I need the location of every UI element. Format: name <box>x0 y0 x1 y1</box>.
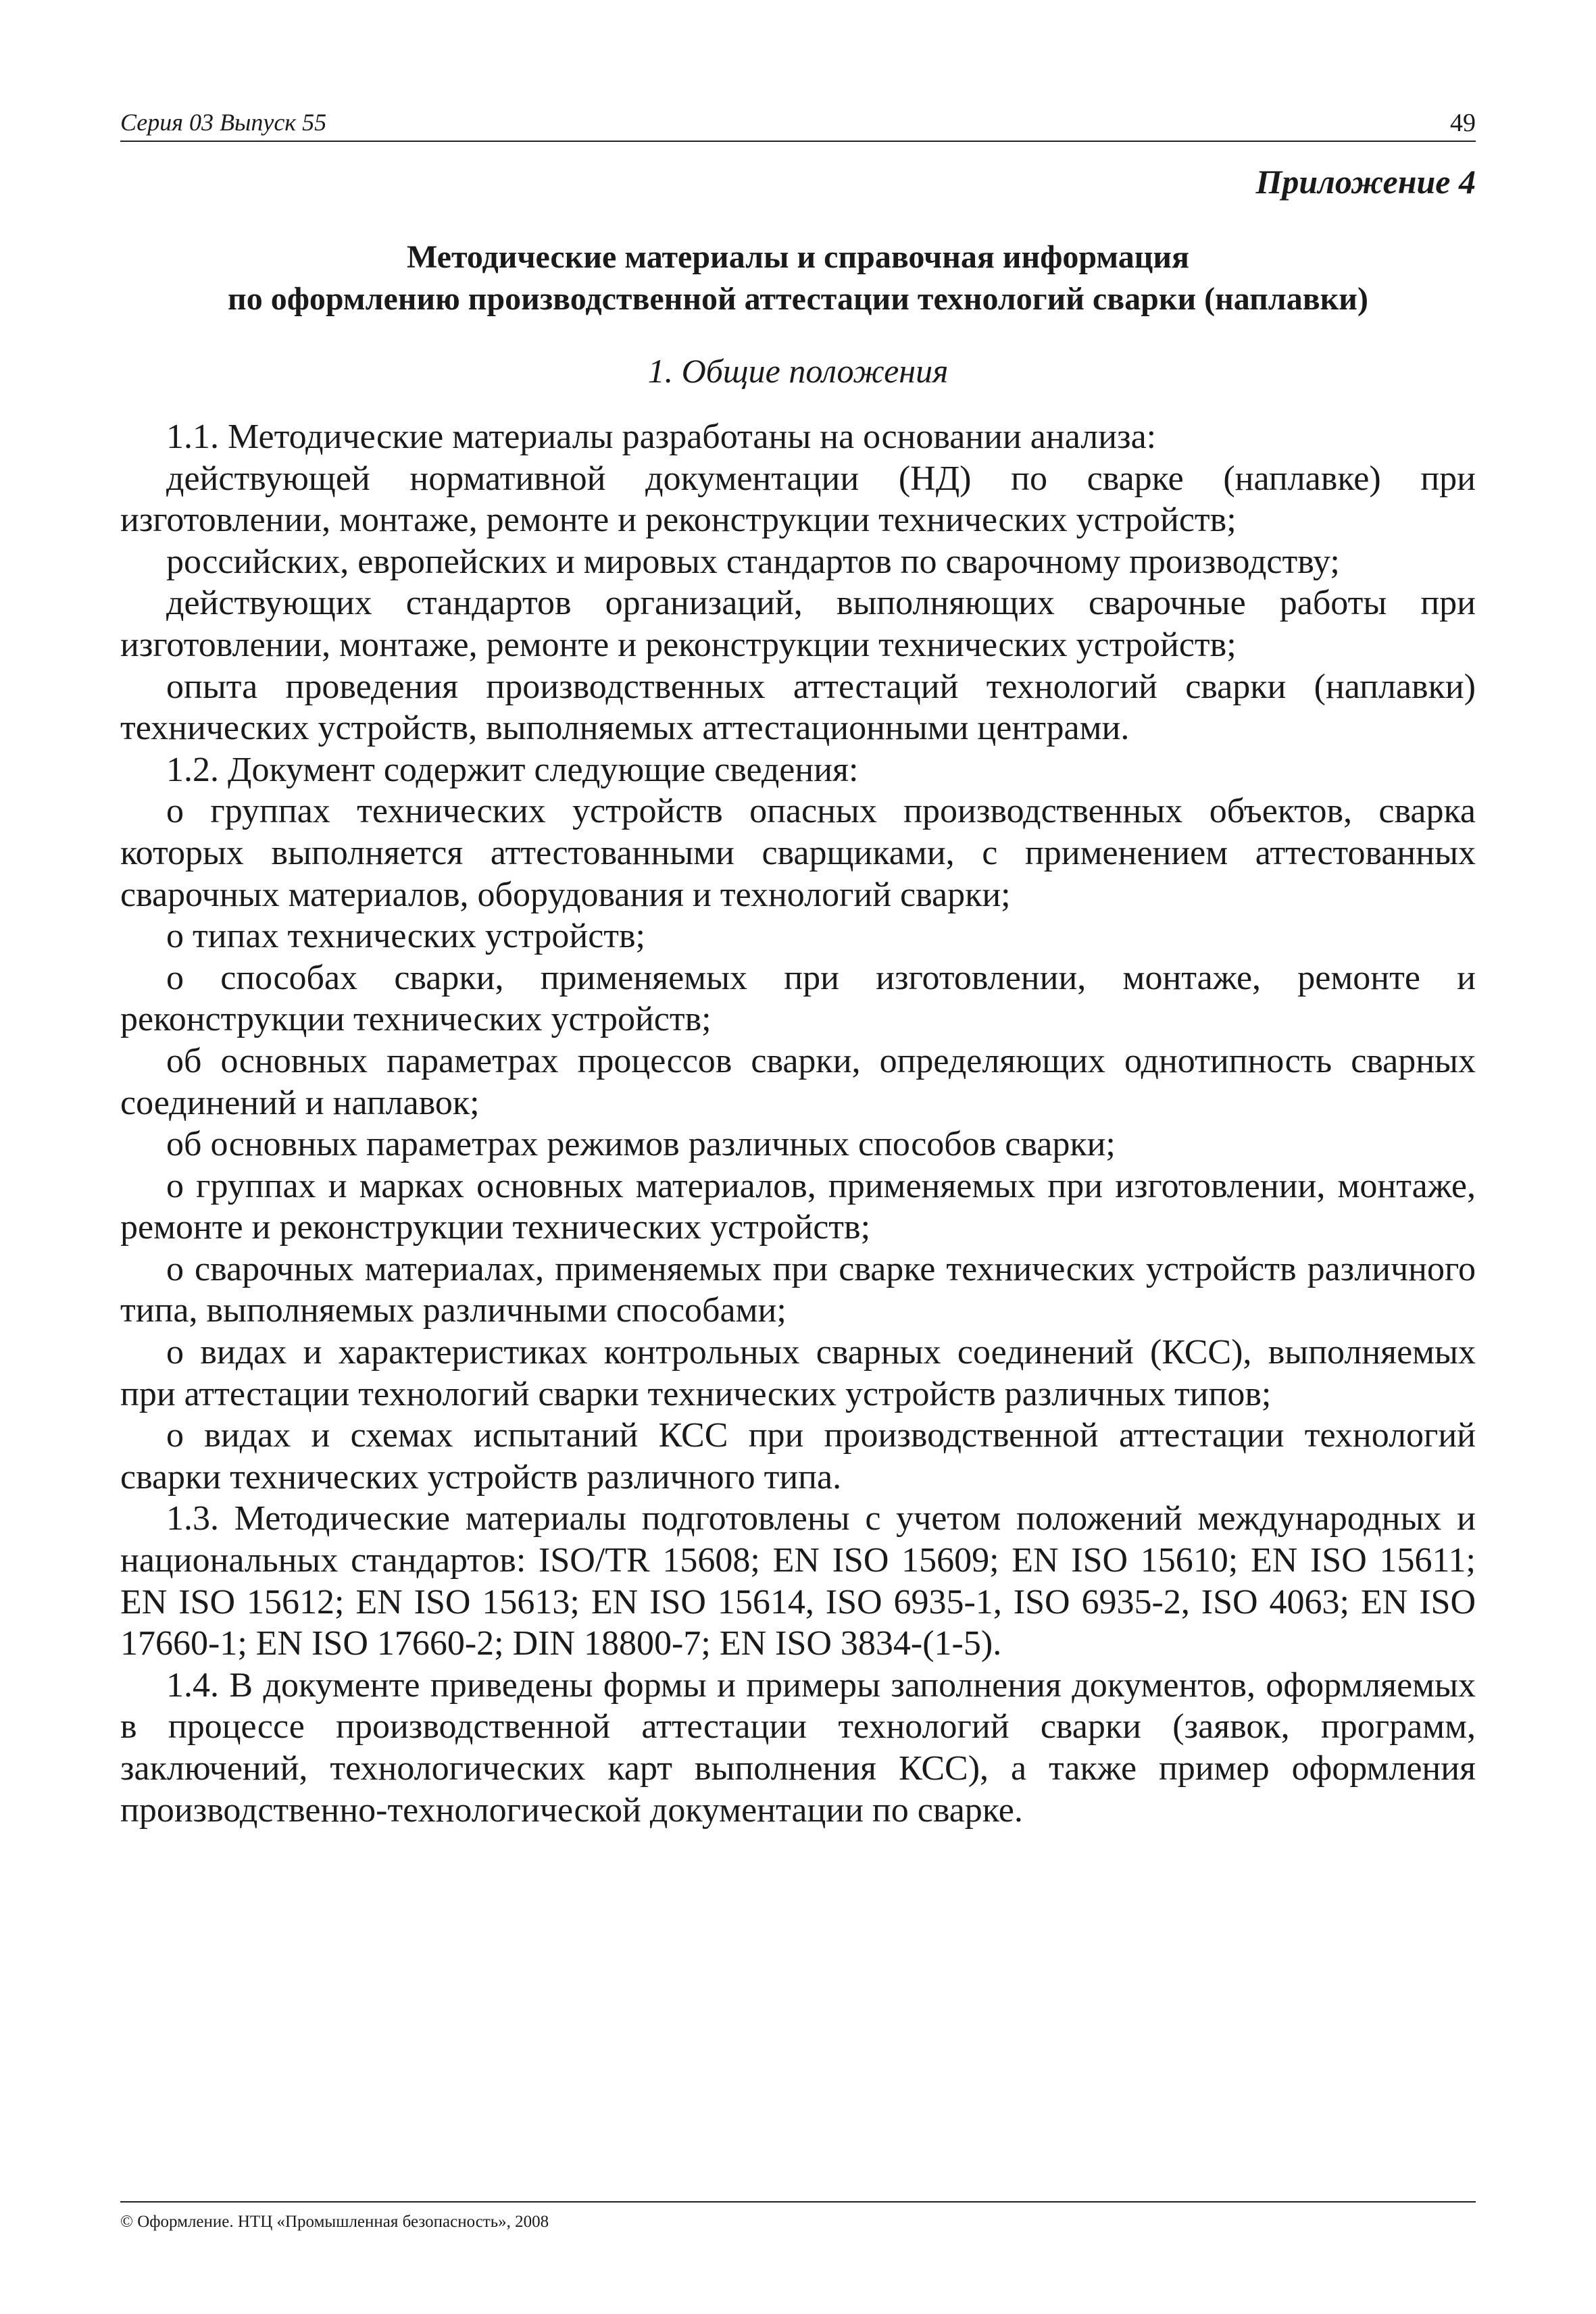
body-text <box>120 416 1476 1831</box>
title-line-2: по оформлению производственной аттестации технологий сварки (наплавки) <box>228 281 1368 317</box>
paragraph: о группах и марках основных материалов, применяемых при изготовлении, монтаже, ремонте и реконструкции технических устройств; <box>120 1166 1476 1247</box>
paragraph-1-2: 1.2. Документ содержит следующие сведения: <box>166 750 859 789</box>
title-line-1: Методические материалы и справочная информация <box>406 239 1190 275</box>
paragraph: о группах технических устройств опасных производственных объектов, сварка которых выполняется аттестованными сварщиками, с применением аттестованных сварочных материалов, оборудования и технологий сварки; <box>120 792 1476 914</box>
footer-divider <box>120 2201 1476 2203</box>
appendix-label: Приложение 4 <box>1255 163 1476 201</box>
paragraph: об основных параметрах режимов различных способов сварки; <box>166 1125 1116 1164</box>
paragraph: о способах сварки, применяемых при изготовлении, монтаже, ремонте и реконструкции технических устройств; <box>120 958 1476 1039</box>
paragraph-1-1: 1.1. Методические материалы разработаны на основании анализа: <box>166 418 1157 456</box>
paragraph: об основных параметрах процессов сварки, определяющих однотипность сварных соединений и наплавок; <box>120 1041 1476 1122</box>
paragraph: о сварочных материалах, применяемых при сварке технических устройств различного типа, выполняемых различными способами; <box>120 1249 1476 1330</box>
document-title <box>120 236 1476 320</box>
running-header <box>120 107 1476 142</box>
paragraph: действующей нормативной документации (НД) по сварке (наплавке) при изготовлении, монтаже, ремонте и реконструкции технических устройств; <box>120 459 1476 540</box>
section-heading: 1. Общие положения <box>647 352 949 390</box>
paragraph: российских, европейских и мировых стандартов по сварочному производству; <box>166 542 1340 581</box>
paragraph: о видах и характеристиках контрольных сварных соединений (КСС), выполняемых при аттестации технологий сварки технических устройств различных типов; <box>120 1333 1476 1413</box>
paragraph: действующих стандартов организаций, выполняющих сварочные работы при изготовлении, монтаже, ремонте и реконструкции технических устройств; <box>120 584 1476 664</box>
paragraph-1-4: 1.4. В документе приведены формы и примеры заполнения документов, оформляемых в процессе производственной аттестации технологий сварки (заявок, программ, заключений, технологических карт выполнения КСС), а также пример оформления производственно-технологической документации по сварке. <box>120 1665 1476 1830</box>
paragraph: опыта проведения производственных аттестаций технологий сварки (наплавки) технических устройств, выполняемых аттестационными центрами. <box>120 667 1476 748</box>
footer-copyright: © Оформление. НТЦ «Промышленная безопасность», 2008 <box>120 2213 549 2231</box>
series-label: Серия 03 Выпуск 55 <box>120 109 327 136</box>
paragraph-1-3: 1.3. Методические материалы подготовлены с учетом положений международных и национальных стандартов: ISO/TR 15608; EN ISO 15609; EN ISO 15610; EN ISO 15611; EN ISO 15612; EN ISO 15613; EN ISO 15614, ISO 6935-1, ISO 6935-2, ISO 4063; EN ISO 17660-1; EN ISO 17660-2; DIN 18800-7; EN ISO 3834-(1-5). <box>120 1499 1476 1663</box>
paragraph: о типах технических устройств; <box>166 917 646 956</box>
page-number: 49 <box>1450 109 1476 137</box>
paragraph: о видах и схемах испытаний КСС при производственной аттестации технологий сварки технических устройств различного типа. <box>120 1416 1476 1496</box>
